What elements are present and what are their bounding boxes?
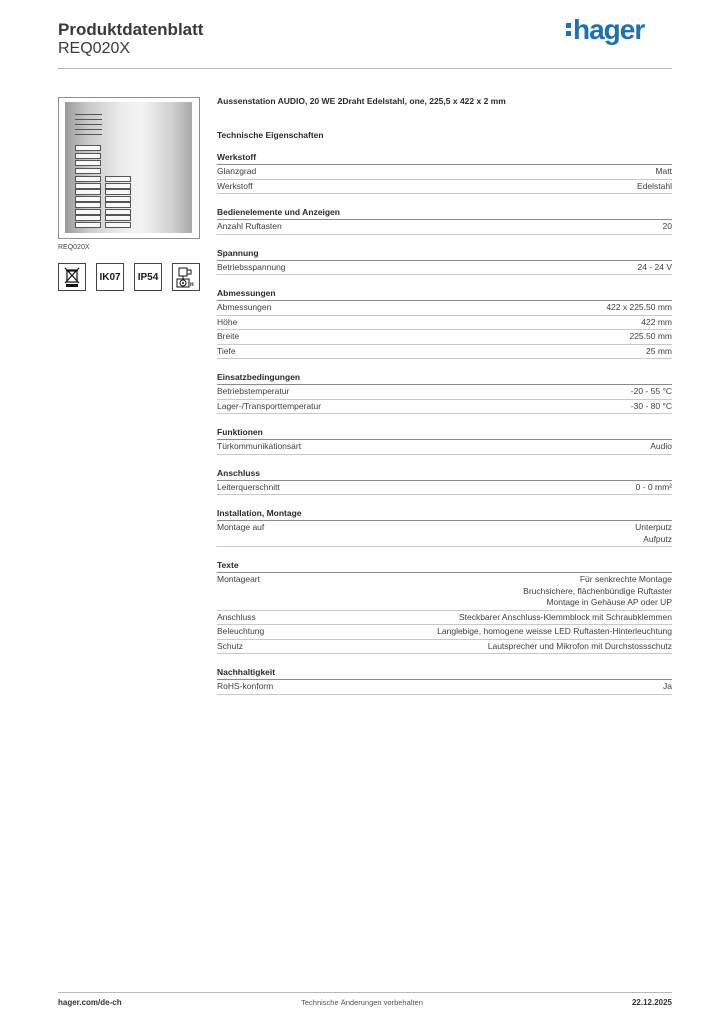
table-row [217,481,672,496]
table-row [217,165,672,180]
footer-date: 22.12.2025 [631,998,672,1007]
row-value [631,386,672,398]
row-value [641,317,672,329]
section [217,507,672,547]
row-value-line: 422 x 225.50 mm [606,302,672,312]
call-button [75,168,101,174]
row-value-line: Aufputz [643,533,672,544]
weee-bin-icon [58,263,86,291]
speaker-grille-line [75,119,102,120]
technical-data [217,94,672,695]
table-row [217,521,672,547]
footer-notice: Technische Änderungen vorbehalten [301,998,423,1007]
row-value [631,401,672,413]
table-row [217,316,672,331]
row-label: Montageart [217,574,260,584]
call-button [75,209,101,215]
row-value-line: Audio [650,441,672,451]
call-button [105,202,131,208]
row-value [646,346,672,358]
row-label: Breite [217,331,240,341]
row-label: Abmessungen [217,302,272,312]
ik-rating-label: IK07 [99,271,121,283]
speaker-grille-line [75,129,102,130]
row-value [637,181,672,193]
ip-rating-label: IP54 [137,271,159,283]
footer-website: hager.com/de-ch [58,998,122,1007]
row-value [629,331,672,343]
section-title: Installation, Montage [217,507,672,521]
speaker-grille-line [75,114,102,115]
row-label: Beleuchtung [217,626,265,636]
row-label: Montage auf [217,522,265,532]
table-row [217,345,672,360]
product-code: REQ020X [58,40,131,57]
call-button [75,189,101,195]
row-value-line: 25 mm [646,345,672,356]
row-value [638,262,673,274]
row-value [650,441,672,453]
row-value [655,166,672,178]
row-label: Türkommunikationsart [217,441,302,451]
tech-properties-heading: Technische Eigenschaften [217,130,324,140]
table-row [217,573,672,611]
row-label: Leiterquerschnitt [217,481,280,492]
row-value-line: Bruchsichere, flächenbündige Ruftaster [523,585,672,596]
section [217,287,672,359]
table-row [217,180,672,195]
wiring-diagram-icon [172,263,200,291]
logo-dots-icon [566,20,571,39]
row-value-line: -20 - 55 °C [630,386,672,396]
product-description: Aussenstation AUDIO, 20 WE 2Draht Edelstahl, one, 225,5 x 422 x 2 mm [217,96,506,106]
row-value [437,626,672,638]
wiring-diagram-icon-svg [175,266,197,288]
row-value-line: Edelstahl [637,180,672,191]
row-label: Anschluss [217,611,256,622]
row-value [636,482,672,494]
row-value [606,302,672,314]
section [217,206,672,235]
call-button [75,160,101,166]
footer-divider [58,992,672,993]
table-row [217,385,672,400]
row-label: Lager-/Transporttemperatur [217,400,322,411]
table-row [217,301,672,316]
section [217,666,672,695]
weee-bin-icon-svg [62,266,82,288]
call-button [105,183,131,189]
row-value [523,574,672,609]
row-value-line: Montage in Gehäuse AP oder UP [546,597,672,607]
table-row [217,400,672,415]
row-label: Betriebsspannung [217,261,286,272]
row-label: RoHS-konform [217,681,274,691]
call-button [105,176,131,182]
row-value [488,641,672,653]
product-image-caption: REQ020X [58,244,90,251]
ik-rating-icon [96,263,124,291]
row-value [459,612,672,624]
section [217,247,672,276]
table-row [217,440,672,455]
row-value-line: Steckbarer Anschluss-Klemmblock mit Schraubklemmen [458,611,672,622]
row-value-line: 24 - 24 V [637,261,672,272]
section [217,151,672,194]
section [217,559,672,654]
sections-container [217,151,672,695]
page-title: Produktdatenblatt [58,20,204,39]
row-value-line: 225.50 mm [629,331,672,341]
call-button [75,183,101,189]
section-title: Nachhaltigkeit [217,666,672,680]
row-value-line: Lautsprecher und Mikrofon mit Durchstossschutz [487,640,672,651]
table-row [217,680,672,695]
section-title: Einsatzbedingungen [217,371,672,385]
row-label: Tiefe [217,345,236,356]
row-value-line: Langlebige, homogene weisse LED Ruftasten-Hinterleuchtung [437,626,672,636]
speaker-grille-line [75,134,102,135]
header-divider [58,68,672,69]
table-row [217,220,672,235]
section-title: Funktionen [217,426,672,440]
section-title: Spannung [217,247,672,261]
row-label: Anzahl Ruftasten [217,221,282,231]
row-label: Betriebstemperatur [217,386,290,396]
call-button [105,209,131,215]
section-title: Bedienelemente und Anzeigen [217,206,672,220]
call-button [75,202,101,208]
logo-text: hager [573,14,645,45]
row-label: Schutz [217,640,243,651]
table-row [217,640,672,655]
table-row [217,611,672,626]
section-title: Anschluss [217,467,672,481]
call-button [75,153,101,159]
door-station-plate [65,102,192,233]
row-value-line: 422 mm [641,316,672,327]
svg-text:n: n [190,282,194,288]
row-label: Höhe [217,316,238,327]
call-button [105,215,131,221]
section [217,371,672,414]
table-row [217,261,672,276]
row-value-line: 20 [662,221,672,231]
call-button [105,189,131,195]
row-value [663,221,672,233]
row-value-line: Für senkrechte Montage [579,574,672,584]
section-title: Abmessungen [217,287,672,301]
call-button [75,196,101,202]
row-label: Glanzgrad [217,166,257,176]
row-label: Werkstoff [217,180,253,191]
call-button [105,222,131,228]
row-value-line: Matt [655,166,672,176]
call-button [75,215,101,221]
table-row [217,330,672,345]
row-value [663,681,672,693]
section [217,467,672,496]
table-row [217,625,672,640]
call-button [75,222,101,228]
row-value-line: Unterputz [635,522,672,532]
section [217,426,672,455]
section-title: Texte [217,559,672,573]
speaker-grille-line [75,124,102,125]
call-button [75,176,101,182]
hager-logo [566,14,644,46]
product-image [58,97,200,239]
row-value [635,522,672,545]
ip-rating-icon [134,263,162,291]
call-button [105,196,131,202]
row-value-line: -30 - 80 °C [630,400,672,411]
call-button [75,145,101,151]
row-value-line: Ja [663,681,672,691]
section-title: Werkstoff [217,151,672,165]
row-value-line: 0 - 0 mm² [635,481,672,492]
